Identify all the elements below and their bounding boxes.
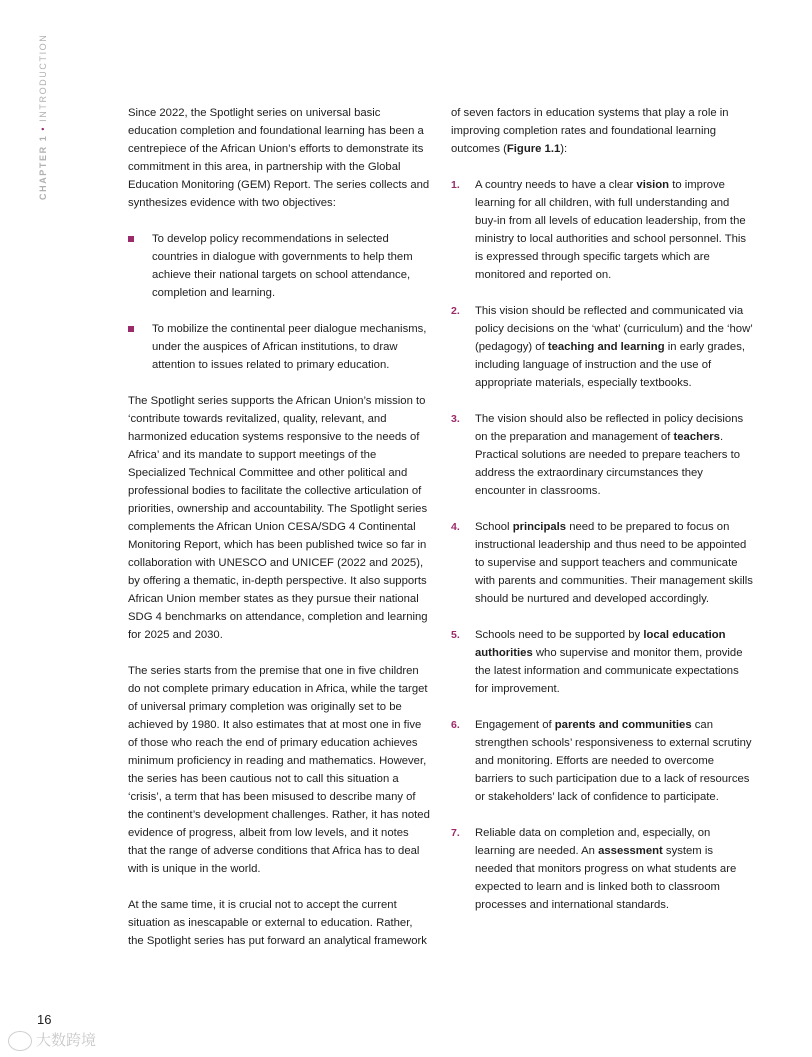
item-text: need to be prepared to focus on instructional leadership and thus need to be appointed to supervise and support teachers and communicate with parents and communities. Their management skills should be nurtured and developed accordingly. — [475, 521, 753, 605]
numbered-item — [451, 518, 753, 608]
figure-reference-link[interactable]: Figure 1.1 — [506, 143, 561, 155]
separator-dot: • — [38, 125, 48, 131]
item-keyword: parents and communities — [554, 719, 692, 731]
bullet-square-icon — [128, 236, 134, 242]
item-text: The vision should also be reflected in policy decisions on the preparation and management of — [475, 413, 744, 443]
numbered-item — [451, 626, 753, 698]
item-number: 4. — [451, 521, 460, 533]
item-text: Schools need to be supported by — [475, 629, 644, 641]
right-column — [451, 104, 753, 932]
item-keyword: teachers — [673, 431, 720, 443]
watermark — [8, 1031, 96, 1051]
page-number: 16 — [37, 1012, 52, 1027]
item-text: who supervise and monitor them, provide the latest information and communicate expectations for improvement. — [475, 647, 743, 695]
item-keyword: local education authorities — [475, 629, 726, 659]
item-text: in early grades, including language of instruction and the use of appropriate materials, especially textbooks. — [475, 341, 745, 389]
left-column — [128, 104, 430, 968]
section-label: INTRODUCTION — [38, 33, 48, 122]
numbered-item — [451, 410, 753, 500]
intro-text: of seven factors in education systems that play a role in improving completion rates and foundational learning outcomes ( — [451, 107, 729, 155]
watermark-logo-icon — [8, 1031, 32, 1051]
item-number: 5. — [451, 629, 460, 641]
numbered-item — [451, 302, 753, 392]
bullet-text: To develop policy recommendations in selected countries in dialogue with governments to help them achieve their national targets on school attendance, completion and learning. — [152, 233, 413, 299]
item-keyword: teaching and learning — [547, 341, 665, 353]
item-text: to improve learning for all children, with full understanding and buy-in from all levels of education leadership, from the ministry to local authorities and school personnel. This is expressed through specific targets which are monitored and reported on. — [475, 179, 747, 281]
paragraph-mission: The Spotlight series supports the African Union’s mission to ‘contribute towards revitalized, quality, relevant, and harmonized education systems responsive to the needs of Africa’ and its mandate to support meetings of the Specialized Technical Committee and other political and professional bodies to facilitate the collective articulation of priorities, ownership and accountability. The Spotlight series complements the African Union CESA/SDG 4 Continental Monitoring Report, which has been published twice so far in collaboration with UNESCO and UNICEF (2022 and 2025), by offering a thematic, in-depth perspective. It also supports African Union member states as they pursue their national SDG 4 benchmarks on attendance, completion and learning for 2025 and 2030. — [128, 395, 428, 641]
item-number: 3. — [451, 413, 460, 425]
item-text: This vision should be reflected and communicated via policy decisions on the ‘what’ (curriculum) and the ‘how’ (pedagogy) of — [475, 305, 753, 353]
item-keyword: vision — [636, 179, 670, 191]
item-number: 6. — [451, 719, 460, 731]
item-keyword: principals — [512, 521, 567, 533]
intro-text-end: ): — [560, 143, 568, 155]
item-number: 1. — [451, 179, 460, 191]
chapter-side-label — [37, 34, 49, 200]
item-number: 2. — [451, 305, 460, 317]
item-number: 7. — [451, 827, 460, 839]
bullet-square-icon — [128, 326, 134, 332]
paragraph-seven-factors — [451, 104, 753, 158]
watermark-text: 大数跨境 — [36, 1032, 97, 1049]
numbered-item — [451, 716, 753, 806]
item-text: can strengthen schools’ responsiveness to external scrutiny and monitoring. Efforts are needed to overcome barriers to such participation due to a lack of resources or stakeholders’ lack of confidence to participate. — [475, 719, 752, 803]
item-keyword: assessment — [598, 845, 663, 857]
paragraph-framework: At the same time, it is crucial not to accept the current situation as inescapable or external to education. Rather, the Spotlight series has put forward an analytical framework — [128, 899, 427, 947]
item-text: Engagement of — [475, 719, 555, 731]
numbered-item — [451, 824, 753, 914]
bullet-item — [128, 320, 430, 374]
item-text: Reliable data on completion and, especially, on learning are needed. An — [475, 827, 711, 857]
paragraph-premise: The series starts from the premise that one in five children do not complete primary education in Africa, while the target of universal primary completion was originally set to be achieved by 1980. It also estimates that at most one in five of those who reach the end of primary education achieves minimum proficiency in reading and mathematics. However, the series has been cautious not to call this situation a ‘crisis’, a term that has been misused to describe many of the continent’s development challenges. Rather, it has noted evidence of progress, albeit from low levels, and it notes that the range of adverse conditions that Africa has to deal with is unique in the world. — [128, 665, 430, 875]
chapter-label: CHAPTER 1 — [38, 134, 48, 200]
bullet-item — [128, 230, 430, 302]
numbered-item — [451, 176, 753, 284]
paragraph-intro: Since 2022, the Spotlight series on universal basic education completion and foundational learning has been a centrepiece of the African Union’s efforts to demonstrate its commitment in this area, in partnership with the Global Education Monitoring (GEM) Report. The series collects and synthesizes evidence with two objectives: — [128, 107, 430, 209]
bullet-text: To mobilize the continental peer dialogue mechanisms, under the auspices of African institutions, to draw attention to issues related to primary education. — [152, 323, 427, 371]
item-text: system is needed that monitors progress on what students are expected to learn and is linked both to classroom processes and international standards. — [475, 845, 737, 911]
item-text: School — [475, 521, 513, 533]
item-text: . Practical solutions are needed to prepare teachers to address the extraordinary circumstances they encounter in classrooms. — [475, 431, 741, 497]
item-text: A country needs to have a clear — [475, 179, 637, 191]
